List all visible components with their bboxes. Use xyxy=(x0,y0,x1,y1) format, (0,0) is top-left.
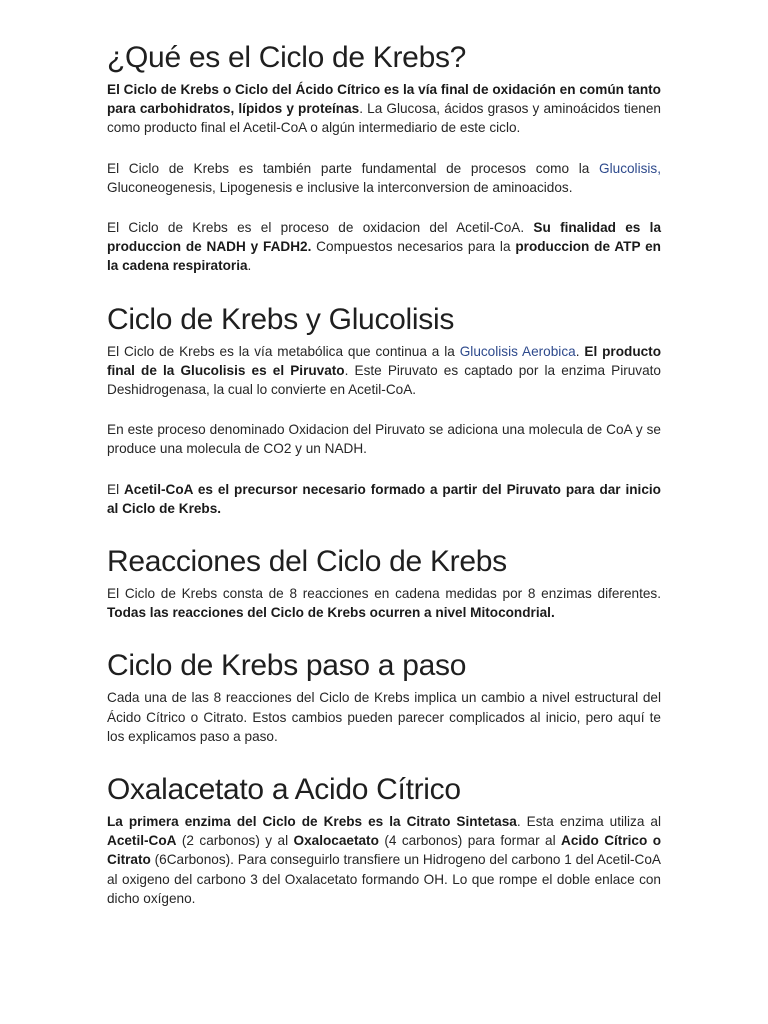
paragraph-citrato-sintetasa xyxy=(107,812,661,908)
paragraph-paso-a-paso xyxy=(107,688,661,746)
bold-text: Todas las reacciones del Ciclo de Krebs ocurren a nivel Mitocondrial. xyxy=(107,605,555,621)
heading-oxalacetato: Oxalacetato a Acido Cítrico xyxy=(107,773,461,807)
paragraph-procesos xyxy=(107,159,661,197)
bold-text: Oxalocaetato xyxy=(293,833,379,849)
text: El Ciclo de Krebs consta de 8 reacciones en cadena medidas por 8 enzimas diferentes. xyxy=(107,586,661,602)
text: . La Glucosa, ácidos grasos y aminoácidos tienen como producto final el Acetil-CoA o algún intermediario de este ciclo. xyxy=(107,101,661,136)
heading-paso-a-paso: Ciclo de Krebs paso a paso xyxy=(107,649,467,683)
text: . xyxy=(247,258,252,274)
text: Compuestos necesarios para la xyxy=(311,239,516,255)
paragraph-oxidacion xyxy=(107,218,661,276)
link-glucolisis-aerobica[interactable]: Glucolisis Aerobica xyxy=(459,343,576,359)
heading-krebs-glucolisis: Ciclo de Krebs y Glucolisis xyxy=(107,302,455,336)
bold-text: Acido Cítrico o Citrato xyxy=(107,833,661,868)
document-page xyxy=(107,40,661,908)
text: . Esta enzima utiliza al xyxy=(516,814,661,830)
bold-text: La primera enzima del Ciclo de Krebs es la Citrato Sintetasa xyxy=(107,814,517,830)
heading-que-es: ¿Qué es el Ciclo de Krebs? xyxy=(107,41,467,74)
text: El Ciclo de Krebs es también parte fundamental de procesos como la xyxy=(107,160,600,176)
bold-text: Acetil-CoA xyxy=(107,833,177,849)
paragraph-reacciones xyxy=(107,584,661,622)
text: Gluconeogenesis, Lipogenesis e inclusive la interconversion de aminoacidos. xyxy=(107,179,573,195)
bold-text: El producto final de la Glucolisis es el Piruvato xyxy=(107,343,662,378)
paragraph-acetil-coa xyxy=(107,480,661,518)
paragraph-oxidacion-piruvato xyxy=(107,420,661,458)
paragraph-via-metabolica xyxy=(107,342,661,400)
bold-text: produccion de ATP en la cadena respiratoria xyxy=(107,239,661,274)
bold-text: Acetil-CoA es el precursor necesario formado a partir del Piruvato para dar inicio al Ciclo de Krebs. xyxy=(107,481,661,516)
bold-text: Su finalidad es la produccion de NADH y FADH2. xyxy=(107,220,662,255)
text: En este proceso denominado Oxidacion del Piruvato se adiciona una molecula de CoA y se produce una molecula de CO2 y un NADH. xyxy=(107,422,661,457)
text: . xyxy=(575,343,585,359)
text: Cada una de las 8 reacciones del Ciclo de Krebs implica un cambio a nivel estructural del Ácido Cítrico o Citrato. Estos cambios pueden parecer complicados al inicio, pero aquí te los explicamos paso a paso. xyxy=(107,690,661,744)
text: El Ciclo de Krebs es el proceso de oxidacion del Acetil-CoA. xyxy=(107,220,534,236)
bold-text: El Ciclo de Krebs o Ciclo del Ácido Cítrico es la vía final de oxidación en común tanto para carbohidratos, lípidos y proteínas xyxy=(107,82,661,117)
text: El xyxy=(107,481,124,497)
text: . Este Piruvato es captado por la enzima Piruvato Deshidrogenasa, la cual lo convierte en Acetil-CoA. xyxy=(107,362,661,398)
text: El Ciclo de Krebs es la vía metabólica que continua a la xyxy=(107,343,460,359)
text: (2 carbonos) y al xyxy=(176,833,294,849)
text: (6Carbonos). Para conseguirlo transfiere un Hidrogeno del carbono 1 del Acetil-CoA al oxigeno del carbono 3 del Oxalacetato formando OH. Lo que rompe el doble enlace con dicho oxígeno. xyxy=(107,852,661,906)
link-glucolisis[interactable]: Glucolisis, xyxy=(599,160,661,176)
paragraph-intro xyxy=(107,80,661,138)
text: (4 carbonos) para formar al xyxy=(378,833,562,849)
heading-reacciones: Reacciones del Ciclo de Krebs xyxy=(107,545,507,579)
